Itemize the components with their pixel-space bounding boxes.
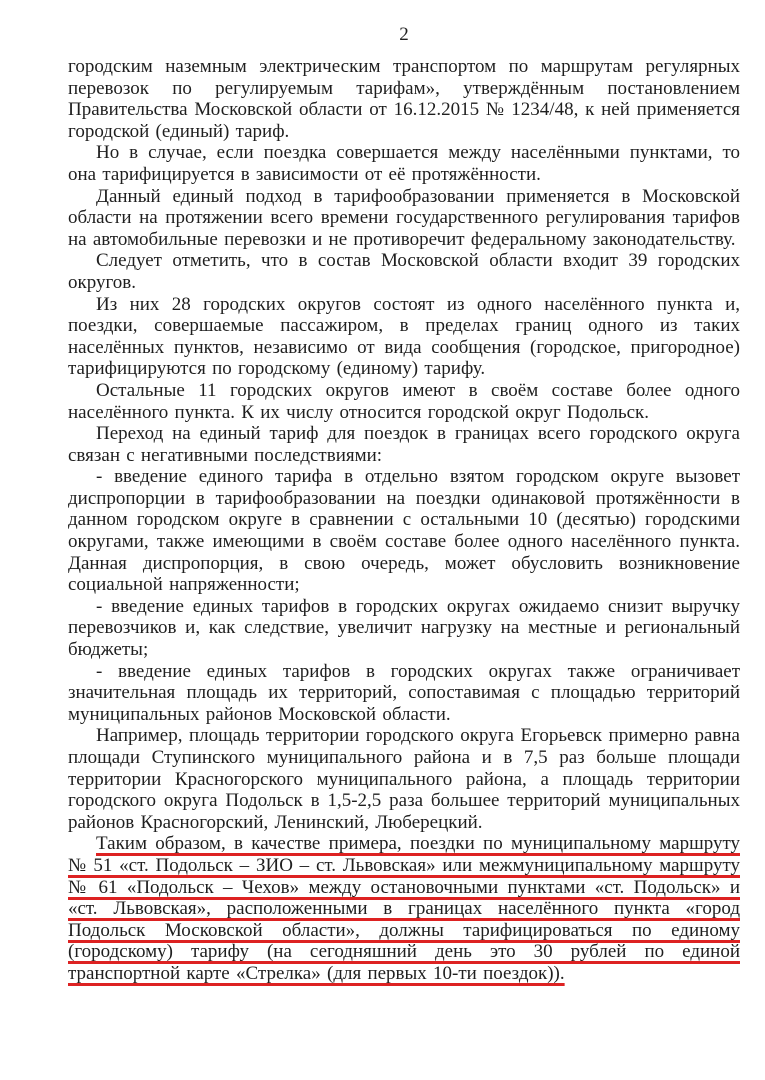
paragraph: Переход на единый тариф для поездок в границах всего городского округа связан с негативными последствиями:: [68, 423, 740, 466]
paragraph-continuation: городским наземным электрическим транспортом по маршрутам регулярных перевозок по регулируемым тарифам», утверждённым постановлением Правительства Московской области от 16.12.2015 № 1234/48, к ней применяется городской (единый) тариф.: [68, 56, 740, 142]
paragraph: Остальные 11 городских округов имеют в своём составе более одного населённого пункта. К их числу относится городской округ Подольск.: [68, 379, 740, 423]
paragraph: Например, площадь территории городского округа Егорьевск примерно равна площади Ступинского муниципального района и в 7,5 раз больше площади территории Красногорского муниципального района, а площадь территории городского округа Подольск в 1,5-2,5 раза большее территорий муниципальных районов Красногорский, Ленинский, Люберецкий.: [68, 725, 740, 833]
paragraph-list-item: - введение единого тарифа в отдельно взятом городском округе вызовет диспропорции в тарифообразовании на поездки одинаковой протяжённости в данном городском округе в сравнении с остальными 10 (десятью) городскими округами, также имеющими в своём составе более одного населённого пункта. Данная диспропорция, в свою очередь, может обусловить возникновение социальной напряженности;: [68, 466, 740, 596]
paragraph-list-item: - введение единых тарифов в городских округах ожидаемо снизит выручку перевозчиков и, как следствие, увеличит нагрузку на местные и региональный бюджеты;: [68, 595, 740, 661]
document-body: [68, 56, 740, 985]
paragraph: Данный единый подход в тарифообразовании применяется в Московской области на протяжении всего времени государственного регулирования тарифов на автомобильные перевозки и не противоречит федеральному законодательству.: [68, 185, 740, 250]
page-number: 2: [399, 24, 409, 45]
paragraph-red-underlined: Таким образом, в качестве примера, поездки по муниципальному маршруту № 51 «ст. Подольск – ЗИО – ст. Львовская» или межмуниципальному маршруту № 61 «Подольск – Чехов» между остановочными пунктами «ст. Подольск» и «ст. Львовская», расположенными в границах населённого пункта «город Подольск Московской области», должны тарифицироваться по единому (городскому) тарифу (на сегодняшний день это 30 рублей по единой транспортной карте «Стрелка» (для первых 10-ти поездок)).: [68, 833, 740, 984]
paragraph: Следует отметить, что в состав Московской области входит 39 городских округов.: [68, 250, 740, 293]
paragraph-list-item: - введение единых тарифов в городских округах также ограничивает значительная площадь их территорий, сопоставимая с площадью территорий муниципальных районов Московской области.: [68, 660, 740, 725]
paragraph: Из них 28 городских округов состоят из одного населённого пункта и, поездки, совершаемые пассажиром, в пределах границ одного из таких населённых пунктов, независимо от вида сообщения (городское, пригородное) тарифицируются по городскому (единому) тарифу.: [68, 293, 740, 380]
paragraph: Но в случае, если поездка совершается между населёнными пунктами, то она тарифицируется в зависимости от её протяжённости.: [68, 142, 740, 185]
